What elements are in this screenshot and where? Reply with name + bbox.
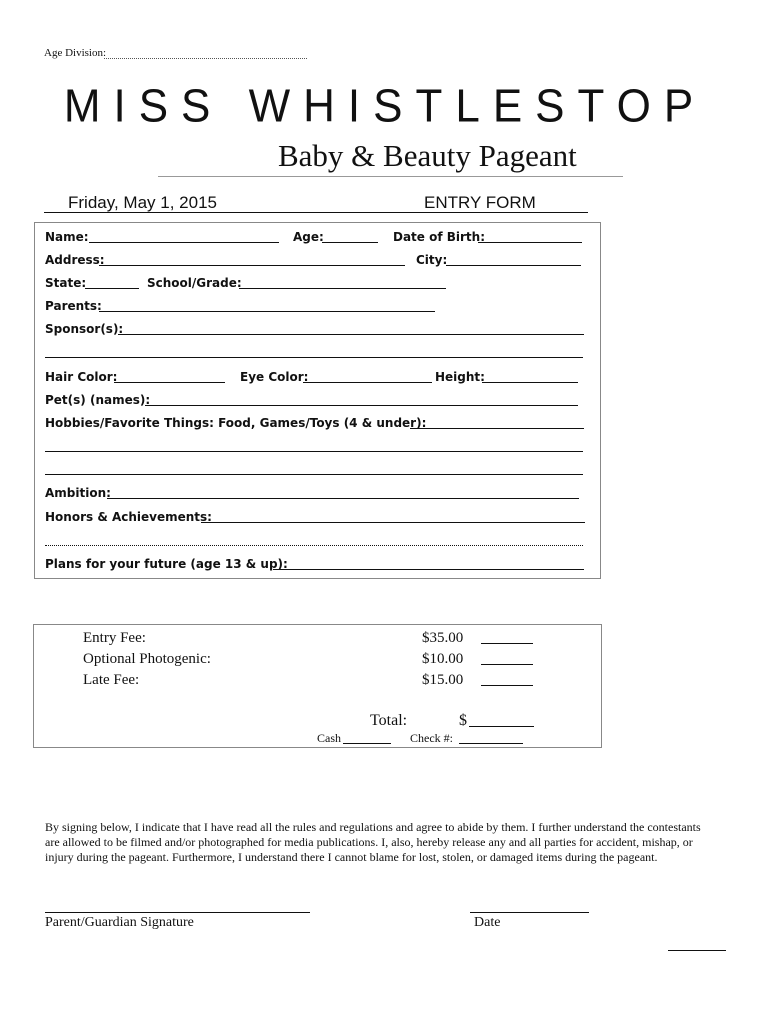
school-grade-label: School/Grade: bbox=[147, 276, 242, 290]
signature-input[interactable] bbox=[45, 912, 310, 913]
honors-input[interactable] bbox=[201, 522, 585, 523]
disclaimer-text: By signing below, I indicate that I have read all the rules and regulations and agree to abide by them. I further understand the contestants are allowed to be filmed and/or photographed for media publications. I, also, hereby release any and all parties for accident, mishap, or injury during the pageant. Furthermore, I understand there I cannot blame for lost, stolen, or damaged items during the pageant. bbox=[45, 820, 701, 864]
hair-color-input[interactable] bbox=[114, 382, 225, 383]
age-input[interactable] bbox=[322, 242, 378, 243]
name-input[interactable] bbox=[89, 242, 279, 243]
sponsors-input-line-2[interactable] bbox=[45, 357, 583, 358]
honors-label: Honors & Achievements: bbox=[45, 510, 212, 524]
name-label: Name: bbox=[45, 230, 89, 244]
hobbies-label: Hobbies/Favorite Things: Food, Games/Toys (4 & under): bbox=[45, 416, 427, 430]
age-division-label: Age Division: bbox=[44, 47, 107, 59]
entry-fee-amount: $35.00 bbox=[422, 630, 464, 646]
event-date: Friday, May 1, 2015 bbox=[68, 193, 217, 212]
dob-label: Date of Birth: bbox=[393, 230, 486, 244]
parents-input[interactable] bbox=[99, 311, 435, 312]
photogenic-input[interactable] bbox=[481, 664, 533, 665]
city-label: City: bbox=[416, 253, 448, 267]
eye-color-label: Eye Color: bbox=[240, 370, 309, 384]
total-input[interactable] bbox=[469, 726, 534, 727]
plans-label: Plans for your future (age 13 & up): bbox=[45, 557, 288, 571]
check-input[interactable] bbox=[459, 743, 523, 744]
honors-input-line-2[interactable] bbox=[45, 545, 583, 546]
address-input[interactable] bbox=[99, 265, 405, 266]
form-title: ENTRY FORM bbox=[424, 193, 536, 212]
sponsors-label: Sponsor(s): bbox=[45, 322, 124, 336]
subtitle-rule bbox=[158, 176, 623, 177]
dob-input[interactable] bbox=[478, 242, 582, 243]
date-input[interactable] bbox=[470, 912, 589, 913]
page-title: MISS WHISTLESTOP bbox=[63, 80, 707, 133]
age-label: Age: bbox=[293, 230, 324, 244]
hobbies-input-line-2[interactable] bbox=[45, 451, 583, 452]
photogenic-amount: $10.00 bbox=[422, 651, 464, 667]
ambition-input[interactable] bbox=[107, 498, 579, 499]
ambition-label: Ambition: bbox=[45, 486, 111, 500]
total-label: Total: bbox=[370, 712, 408, 729]
state-input[interactable] bbox=[85, 288, 139, 289]
sponsors-input[interactable] bbox=[118, 334, 584, 335]
date-label: Date bbox=[474, 915, 501, 930]
signature-label: Parent/Guardian Signature bbox=[45, 915, 194, 930]
late-fee-amount: $15.00 bbox=[422, 672, 464, 688]
cash-input[interactable] bbox=[343, 743, 391, 744]
state-label: State: bbox=[45, 276, 87, 290]
address-label: Address: bbox=[45, 253, 105, 267]
city-input[interactable] bbox=[446, 265, 581, 266]
parents-label: Parents: bbox=[45, 299, 102, 313]
photogenic-label: Optional Photogenic: bbox=[83, 651, 211, 667]
school-grade-input[interactable] bbox=[239, 288, 446, 289]
total-currency: $ bbox=[459, 712, 467, 729]
eye-color-input[interactable] bbox=[303, 382, 432, 383]
height-input[interactable] bbox=[482, 382, 578, 383]
late-fee-label: Late Fee: bbox=[83, 672, 140, 688]
entry-fee-input[interactable] bbox=[481, 643, 533, 644]
hair-color-label: Hair Color: bbox=[45, 370, 118, 384]
check-label: Check #: bbox=[410, 731, 453, 745]
hobbies-input-line-3[interactable] bbox=[45, 474, 583, 475]
pets-label: Pet(s) (names): bbox=[45, 393, 151, 407]
page-corner-rule bbox=[668, 950, 726, 951]
late-fee-input[interactable] bbox=[481, 685, 533, 686]
cash-label: Cash bbox=[317, 731, 341, 745]
hobbies-input[interactable] bbox=[410, 428, 584, 429]
pets-input[interactable] bbox=[145, 405, 578, 406]
page-subtitle: Baby & Beauty Pageant bbox=[278, 138, 577, 173]
height-label: Height: bbox=[435, 370, 485, 384]
plans-input[interactable] bbox=[273, 569, 584, 570]
entry-fee-label: Entry Fee: bbox=[83, 630, 146, 646]
age-division-input[interactable] bbox=[104, 58, 307, 59]
